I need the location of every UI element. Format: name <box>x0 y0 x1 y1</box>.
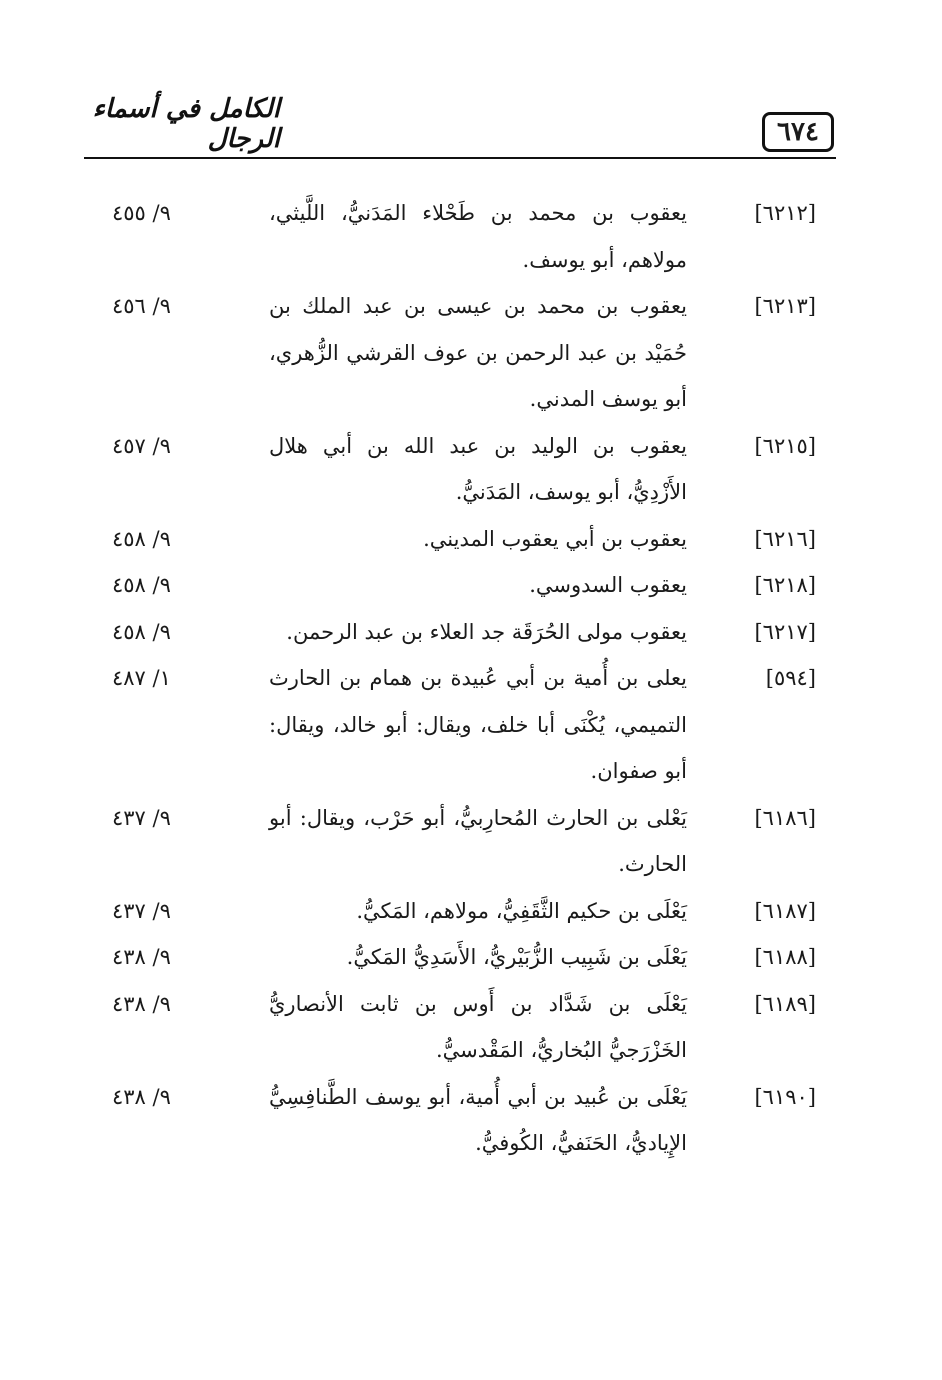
entry-text: يَعْلَى بن شَبِيب الزُّبَيْريُّ، الأَسَدِيُّ المَكيُّ. <box>346 945 687 969</box>
entry-ref: ٩/ ٤٥٨ <box>112 573 171 597</box>
entry-text: يعقوب بن محمد بن طَحْلاء المَدَنيُّ، اللَّيثي، مولاهم، أبو يوسف. <box>269 201 687 272</box>
entry-ref: ٩/ ٤٥٧ <box>112 433 171 458</box>
entry-text: يَعْلَى بن شَدَّاد بن أَوس بن ثابت الأنصاريُّ الخَزْرَجيُّ البُخاريُّ، المَقْدسيُّ. <box>269 991 687 1062</box>
entry-text: يعقوب السدوسي. <box>529 573 687 597</box>
entry <box>0 516 942 563</box>
entry <box>0 888 942 935</box>
entry <box>0 609 942 656</box>
entry-ref: ٩/ ٤٣٨ <box>112 1084 171 1109</box>
entry-text: يعقوب بن محمد بن عيسى بن عبد الملك بن حُمَيْد بن عبد الرحمن بن عوف القرشي الزُّهري، أبو يوسف المدني. <box>269 294 687 411</box>
page-number: ٦٧٤ <box>762 112 834 152</box>
entry-ref: ٩/ ٤٥٨ <box>112 619 171 644</box>
entry <box>0 655 942 795</box>
entry <box>0 190 942 283</box>
entry-id: [٦٢١٨] <box>754 573 816 597</box>
entry <box>0 934 942 981</box>
entry-text: يَعْلَى بن عُبيد بن أبي أُمية، أبو يوسف الطَّنافِسِيُّ الإِياديُّ، الحَنَفيُّ، الكُوفيُّ. <box>269 1084 687 1155</box>
entry <box>0 1074 942 1167</box>
entry-text: يَعْلى بن الحارث المُحارِبيُّ، أبو حَرْب، ويقال: أبو الحارث. <box>269 805 687 876</box>
entry-id: [٦١٨٨] <box>754 945 816 969</box>
entry <box>0 981 942 1074</box>
entry-id: [٦١٩٠] <box>754 1084 816 1109</box>
entry-id: [٦١٨٦] <box>754 805 816 830</box>
entry-id: [٦٢١٢] <box>754 201 816 225</box>
entry-text: يعقوب بن الوليد بن عبد الله بن أبي هلال الأَزْدِيُّ، أبو يوسف، المَدَنيُّ. <box>269 433 687 504</box>
entry-text: يعقوب مولى الحُرَقَة جد العلاء بن عبد الرحمن. <box>286 619 687 644</box>
entry-ref: ٩/ ٤٣٨ <box>112 945 171 969</box>
entry-ref: ٩/ ٤٣٨ <box>112 991 171 1016</box>
entry-id: [٦٢١٦] <box>754 526 816 551</box>
entry-ref: ٩/ ٤٣٧ <box>112 898 171 923</box>
header-rule <box>84 157 836 159</box>
entry-text: يعقوب بن أبي يعقوب المديني. <box>423 526 687 551</box>
entry <box>0 562 942 609</box>
entry-ref: ٩/ ٤٣٧ <box>112 805 171 830</box>
entry-ref: ٩/ ٤٥٨ <box>112 526 171 551</box>
page-header <box>0 0 942 170</box>
entry-id: [٦٢١٥] <box>754 433 816 458</box>
entry-id: [٦١٨٧] <box>754 898 816 923</box>
entry-id: [٥٩٤] <box>765 666 816 690</box>
entry <box>0 423 942 516</box>
entry-id: [٦٢١٧] <box>754 619 816 644</box>
entry-text: يعلى بن أُمية بن أبي عُبيدة بن همام بن الحارث التميمي، يُكْنَى أبا خلف، ويقال: أبو خالد، ويقال: أبو صفوان. <box>269 666 687 783</box>
entry <box>0 795 942 888</box>
entry <box>0 283 942 423</box>
entry-list <box>0 190 942 1167</box>
book-title: الكامل في أسماء الرجال <box>92 94 280 154</box>
entry-id: [٦٢١٣] <box>754 294 816 318</box>
entry-ref: ١/ ٤٨٧ <box>112 666 171 690</box>
entry-ref: ٩/ ٤٥٦ <box>112 294 171 318</box>
entry-text: يَعْلَى بن حكيم الثَّقَفِيُّ، مولاهم، المَكيُّ. <box>356 898 687 923</box>
entry-id: [٦١٨٩] <box>754 991 816 1016</box>
entry-ref: ٩/ ٤٥٥ <box>112 201 171 225</box>
